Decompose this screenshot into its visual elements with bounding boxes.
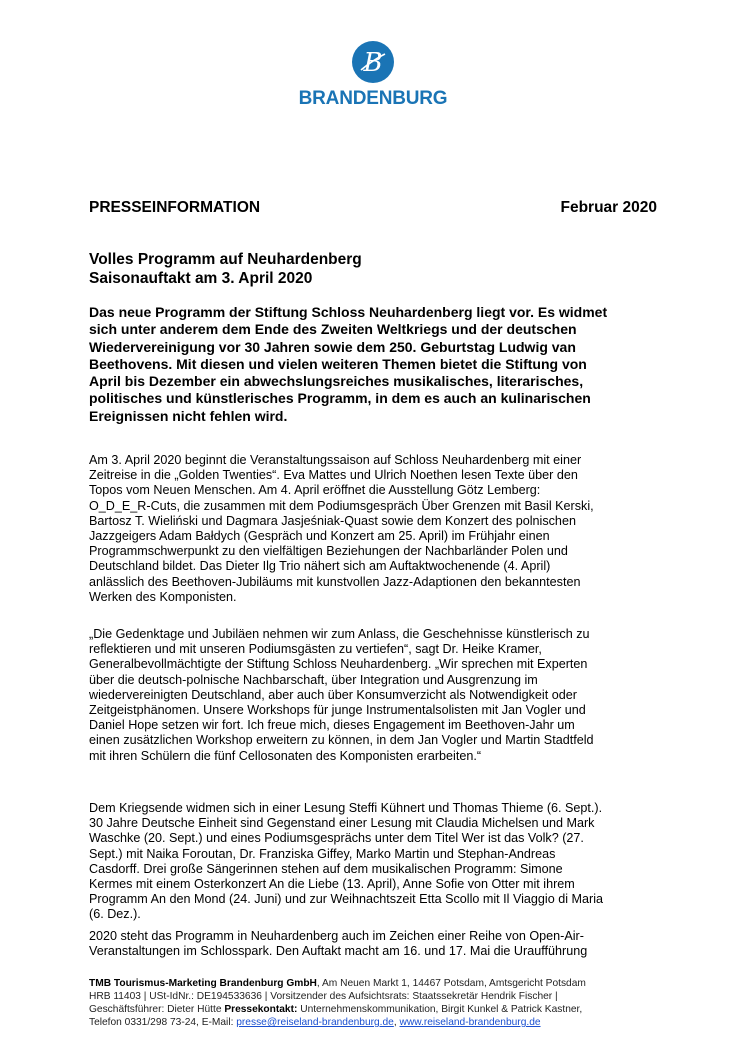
lead-line: Beethovens. Mit diesen und vielen weiteren Themen bietet die Stiftung von bbox=[89, 355, 587, 372]
text-line: O_D_E_R-Cuts, die zusammen mit dem Podiumsgespräch Über Grenzen mit Basil Kerski, bbox=[89, 498, 594, 513]
text-line: Veranstaltungen im Schlosspark. Den Auftakt macht am 16. und 17. Mai die Uraufführung bbox=[89, 944, 588, 959]
text-line: 2020 steht das Programm in Neuhardenberg auch im Zeichen einer Reihe von Open-Air- bbox=[89, 929, 584, 943]
text-line: über die deutsch-polnische Nachbarschaft, über Integration und Ausgrenzung im bbox=[89, 672, 538, 687]
lead-line: Wiedervereinigung vor 30 Jahren sowie dem 250. Geburtstag Ludwig van bbox=[89, 338, 576, 355]
text-line: Jazzgeigers Adam Bałdych (Gespräch und Konzert am 25. April) im Frühjahr einen bbox=[89, 529, 550, 544]
text-line: Deutschland bildet. Das Dieter Ilg Trio nähert sich am Auftaktwochenende (4. April) bbox=[89, 559, 551, 574]
text-line: einen zusätzlichen Workshop erweitern zu können, in dem Jan Vogler und Martin Stadtfeld bbox=[89, 733, 594, 748]
footer-line-1 bbox=[89, 977, 689, 990]
text-line: Bartosz T. Wieliński und Dagmara Jasjeśniak-Quast sowie dem Konzert des polnischen bbox=[89, 513, 576, 528]
text-line: wiedervereinigten Deutschland, aber auch über Konsumverzicht als Notwendigkeit oder bbox=[89, 687, 577, 702]
footer-line-4 bbox=[89, 1016, 689, 1029]
footer-press-contact-label: Pressekontakt: bbox=[224, 1004, 298, 1015]
footer-address: , Am Neuen Markt 1, 14467 Potsdam, Amtsgericht Potsdam bbox=[316, 978, 586, 989]
text-line: Daniel Hope setzen wir fort. Ich freue mich, dieses Engagement im Beethoven-Jahr um bbox=[89, 718, 575, 733]
brand-wordmark: BRANDENBURG bbox=[298, 88, 448, 109]
lead-line: politisches und künstlerisches Programm, in dem es auch an kulinarischen bbox=[89, 390, 591, 407]
headline bbox=[89, 250, 657, 288]
press-header bbox=[89, 199, 657, 219]
text-line: Zeitreise in die „Golden Twenties“. Eva Mattes und Ulrich Noethen lesen Texte über den bbox=[89, 468, 578, 483]
text-line: anlässlich des Beethoven-Jubiläums mit kunstvollen Jazz-Adaptionen den bekanntesten bbox=[89, 574, 581, 589]
text-line: Zeitgeistphänomen. Unsere Workshops für junge Instrumentalsolisten mit Jan Vogler und bbox=[89, 703, 586, 718]
text-line: Kermes mit einem Osterkonzert An die Liebe (13. April), Anne Sofie von Otter mit ihrem bbox=[89, 877, 575, 892]
text-line: 30 Jahre Deutsche Einheit sind Gegenstand einer Lesung mit Claudia Michelsen und Mark bbox=[89, 816, 595, 831]
press-date: Februar 2020 bbox=[560, 199, 657, 216]
footer-press-contact: Unternehmenskommunikation, Birgit Kunkel & Patrick Kastner, bbox=[297, 1004, 583, 1015]
brandenburg-b-logo-icon bbox=[351, 40, 395, 84]
footer bbox=[89, 977, 689, 1029]
headline-subtitle: Saisonauftakt am 3. April 2020 bbox=[89, 270, 313, 287]
brand-logo bbox=[292, 40, 454, 114]
lead-line: sich unter anderem dem Ende des Zweiten Weltkriegs und der deutschen bbox=[89, 321, 577, 338]
lead-line: Ereignissen nicht fehlen wird. bbox=[89, 407, 288, 424]
footer-managing-director: Geschäftsführer: Dieter Hütte bbox=[89, 1004, 225, 1015]
text-line: mit ihren Schülern die fünf Cellosonaten des Komponisten erarbeiten.“ bbox=[89, 748, 482, 763]
website-link[interactable]: www.reiseland-brandenburg.de bbox=[399, 1017, 541, 1028]
text-line: Topos vom Neuen Menschen. Am 4. April eröffnet die Ausstellung Götz Lemberg: bbox=[89, 483, 541, 498]
text-line: Programmschwerpunkt zu den vielfältigen Beziehungen der Nachbarländer Polen und bbox=[89, 544, 568, 559]
text-line: Generalbevollmächtigte der Stiftung Schloss Neuhardenberg. „Wir sprechen mit Experten bbox=[89, 657, 588, 672]
footer-separator: , bbox=[393, 1017, 400, 1028]
svg-text:B: B bbox=[363, 48, 383, 78]
text-line: Waschke (20. Sept.) und eines Podiumsgesprächs unter dem Titel Wer ist das Volk? (27. bbox=[89, 831, 584, 846]
text-line: „Die Gedenktage und Jubiläen nehmen wir zum Anlass, die Geschehnisse künstlerisch zu bbox=[89, 627, 590, 641]
headline-title: Volles Programm auf Neuhardenberg bbox=[89, 251, 362, 268]
text-line: Werken des Komponisten. bbox=[89, 589, 237, 604]
text-line: Dem Kriegsende widmen sich in einer Lesung Steffi Kühnert und Thomas Thieme (6. Sept.). bbox=[89, 801, 603, 815]
press-label: PRESSEINFORMATION bbox=[89, 199, 261, 216]
body-paragraph-3 bbox=[89, 801, 679, 923]
text-line: Am 3. April 2020 beginnt die Veranstaltungssaison auf Schloss Neuhardenberg mit einer bbox=[89, 453, 582, 467]
text-line: Casdorff. Drei große Sängerinnen stehen auf dem musikalischen Programm: Simone bbox=[89, 861, 563, 876]
footer-company: TMB Tourismus-Marketing Brandenburg GmbH bbox=[89, 978, 317, 989]
footer-line-3 bbox=[89, 1003, 689, 1016]
lead-line: April bis Dezember ein abwechslungsreiches musikalisches, literarisches, bbox=[89, 373, 584, 390]
text-line: Sept.) mit Naika Foroutan, Dr. Franziska Giffey, Marko Martin und Stephan-Andreas bbox=[89, 846, 556, 861]
text-line: (6. Dez.). bbox=[89, 907, 141, 922]
lead-line: Das neue Programm der Stiftung Schloss Neuhardenberg liegt vor. Es widmet bbox=[89, 304, 608, 320]
lead-paragraph bbox=[89, 304, 669, 425]
body-paragraph-4 bbox=[89, 929, 679, 959]
email-link[interactable]: presse@reiseland-brandenburg.de bbox=[236, 1017, 394, 1028]
body-paragraph-1 bbox=[89, 453, 679, 605]
footer-line-2: HRB 11403 | USt-IdNr.: DE194533636 | Vorsitzender des Aufsichtsrats: Staatssekretär Hendrik Fischer | bbox=[89, 991, 558, 1002]
text-line: Programm An den Mond (24. Juni) und zur Weihnachtszeit Etta Scollo mit Il Viaggio di Maria bbox=[89, 892, 604, 907]
footer-phone: Telefon 0331/298 73-24, E-Mail: bbox=[89, 1017, 237, 1028]
body-paragraph-2 bbox=[89, 627, 679, 764]
text-line: reflektieren und mit unseren Podiumsgästen zu vertiefen“, sagt Dr. Heike Kramer, bbox=[89, 642, 542, 657]
